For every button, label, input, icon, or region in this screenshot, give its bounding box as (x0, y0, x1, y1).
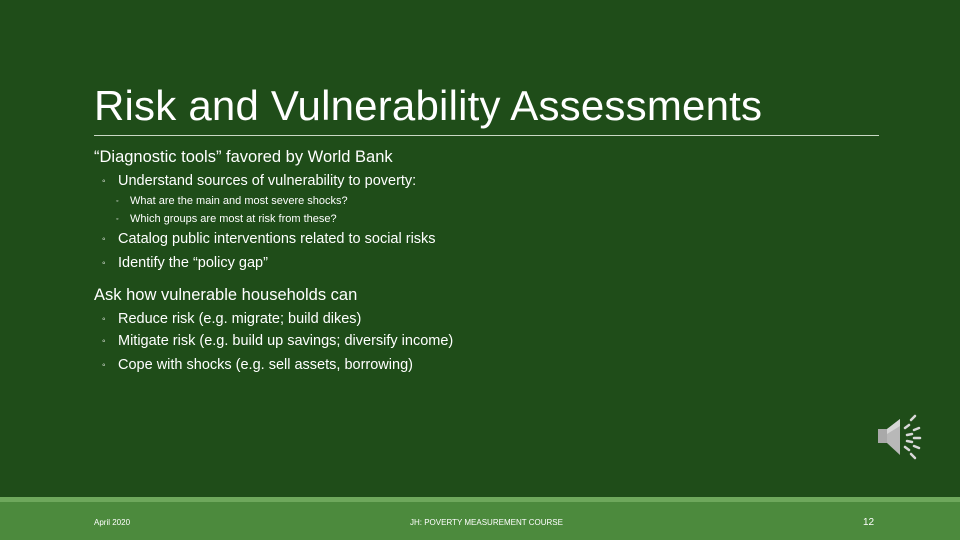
title-divider (94, 135, 879, 136)
bullet-understand-sources (94, 173, 894, 189)
bullet-text: What are the main and most severe shocks? (130, 195, 348, 207)
footer-date: April 2020 (94, 518, 131, 527)
speaker-icon[interactable] (876, 414, 926, 460)
slide-title: Risk and Vulnerability Assessments (94, 82, 763, 129)
bullet-text: Identify the “policy gap” (118, 255, 268, 271)
bullet-icon: ◦ (102, 175, 106, 187)
bullet-cope-shocks (94, 357, 894, 373)
bullet-text: Mitigate risk (e.g. build up savings; diversify income) (118, 333, 454, 349)
footer-accent-line (0, 497, 960, 502)
bullet-icon: ◦ (102, 313, 106, 325)
bullet-text: Catalog public interventions related to social risks (118, 231, 436, 247)
subbullet-severe-shocks (94, 195, 894, 207)
bullet-icon: ◦ (116, 215, 119, 223)
subbullet-groups-at-risk (94, 213, 894, 225)
bullet-icon: ◦ (102, 335, 106, 347)
bullet-text: Which groups are most at risk from these? (130, 213, 337, 225)
slide-body (94, 148, 894, 373)
bullet-icon: ◦ (102, 359, 106, 371)
bullet-reduce-risk (94, 311, 894, 327)
section-heading-households: Ask how vulnerable households can (94, 286, 358, 304)
bullet-text: Reduce risk (e.g. migrate; build dikes) (118, 311, 362, 327)
slide-number: 12 (863, 517, 875, 528)
section-heading-diagnostic: “Diagnostic tools” favored by World Bank (94, 148, 393, 166)
bullet-catalog-interventions (94, 231, 894, 247)
bullet-mitigate-risk (94, 333, 894, 349)
bullet-icon: ◦ (102, 233, 106, 245)
bullet-icon: ◦ (102, 257, 106, 269)
bullet-text: Understand sources of vulnerability to poverty: (118, 173, 417, 189)
bullet-icon: ◦ (116, 197, 119, 205)
footer-course: JH: POVERTY MEASUREMENT COURSE (410, 518, 563, 527)
speaker-glyph (876, 414, 926, 460)
bullet-text: Cope with shocks (e.g. sell assets, borrowing) (118, 357, 413, 373)
bullet-policy-gap (94, 255, 894, 271)
